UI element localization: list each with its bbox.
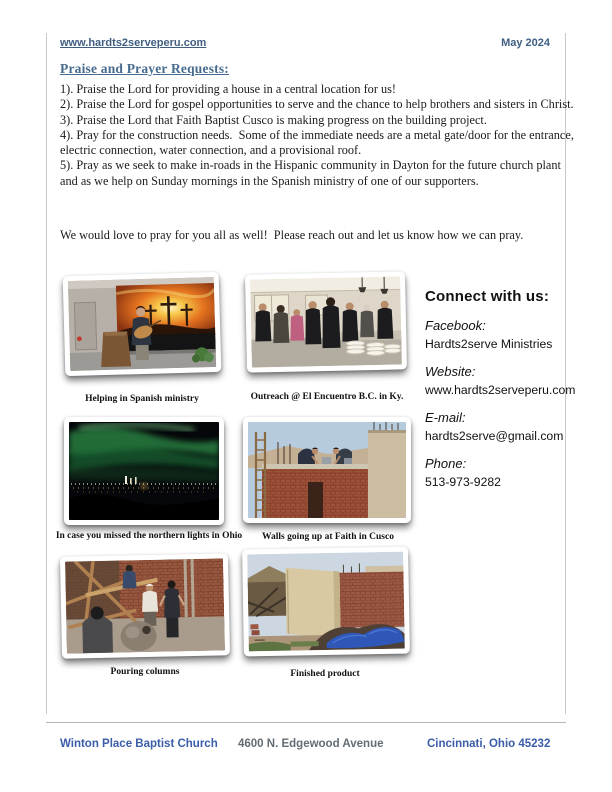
photo-northern-lights-image — [69, 422, 219, 520]
photo-caption-finished-product: Finished product — [290, 669, 360, 679]
request-item-5: 5). Pray as we seek to make in-roads in the Hispanic community in Dayton for the future church plant and as we help on Sunday mornings in the Spanish ministry of one of our supporters. — [60, 158, 565, 188]
photo-spanish-ministry-image — [68, 277, 216, 371]
phone-label: Phone: — [425, 456, 467, 471]
facebook-value: Hardts2serve Ministries — [425, 337, 553, 351]
photo-caption-spanish-ministry: Helping in Spanish ministry — [85, 394, 199, 404]
photo-caption-walls-cusco: Walls going up at Faith in Cusco — [262, 532, 394, 542]
connect-item-email — [425, 410, 575, 443]
connect-item-phone — [425, 456, 575, 489]
photo-caption-northern-lights: In case you missed the northern lights in Ohio — [55, 531, 243, 541]
connect-with-us-panel — [425, 288, 575, 489]
photo-finished-product-image — [247, 552, 405, 652]
photo-spanish-ministry — [63, 272, 222, 376]
photo-outreach-ky-image — [250, 276, 402, 367]
connect-item-website — [425, 364, 575, 397]
prayer-requests-list — [60, 82, 576, 189]
photo-pouring-columns — [60, 553, 230, 658]
connect-title: Connect with us: — [425, 288, 550, 305]
request-item-3: 3). Praise the Lord that Faith Baptist Cusco is making progress on the building project. — [60, 112, 487, 127]
photo-walls-cusco-image — [248, 422, 406, 518]
website-label: Website: — [425, 364, 476, 379]
footer-divider — [46, 722, 566, 723]
request-item-1: 1). Praise the Lord for providing a house in a central location for us! — [60, 82, 397, 96]
header-website-link[interactable]: www.hardts2serveperu.com — [60, 37, 207, 49]
photo-pouring-columns-image — [65, 558, 225, 653]
footer-address: 4600 N. Edgewood Avenue — [238, 738, 384, 750]
header-date: May 2024 — [501, 37, 550, 49]
footer-church-name: Winton Place Baptist Church — [60, 738, 218, 750]
request-item-2: 2). Praise the Lord for gospel opportunities to serve and the chance to help brothers and sisters in Christ. — [60, 97, 574, 112]
photo-caption-outreach-ky: Outreach @ El Encuentro B.C. in Ky. — [250, 392, 404, 402]
facebook-label: Facebook: — [425, 318, 486, 333]
website-value: www.hardts2serveperu.com — [425, 383, 576, 397]
page-border-left — [46, 33, 47, 714]
photo-caption-pouring-columns: Pouring columns — [110, 667, 180, 677]
footer-city: Cincinnati, Ohio 45232 — [427, 738, 551, 750]
phone-value: 513-973-9282 — [425, 475, 501, 489]
photo-finished-product — [242, 547, 410, 657]
photo-northern-lights — [64, 417, 224, 525]
photo-walls-cusco — [243, 417, 411, 523]
closing-line: We would love to pray for you all as well! Please reach out and let us know how we can pray. — [60, 228, 524, 242]
email-label: E-mail: — [425, 410, 466, 425]
photo-outreach-ky — [245, 271, 407, 372]
request-item-4: 4). Pray for the construction needs. Some of the immediate needs are a metal gate/door for the entrance, electric connection, water connection, and a provisional roof. — [60, 127, 577, 158]
connect-item-facebook — [425, 318, 575, 351]
email-value: hardts2serve@gmail.com — [425, 429, 564, 443]
page-title: Praise and Prayer Requests: — [60, 61, 230, 76]
